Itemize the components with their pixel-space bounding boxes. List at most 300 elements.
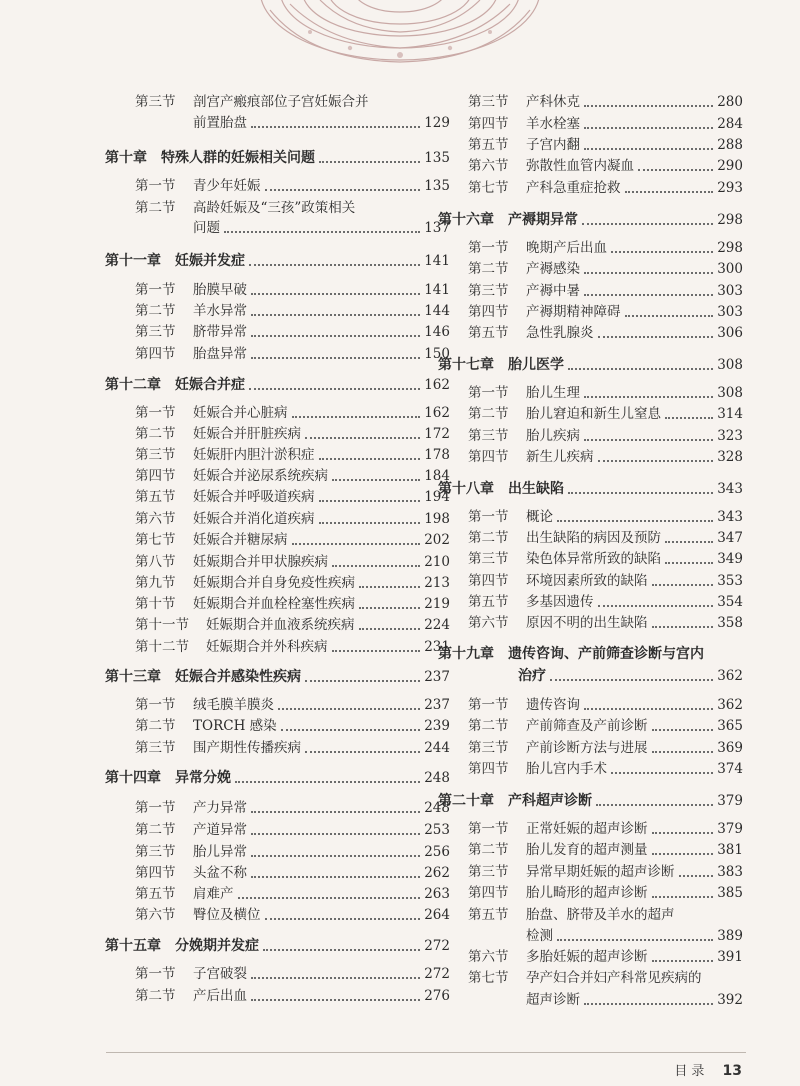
entry-title: 染色体异常所致的缺陷	[526, 551, 661, 567]
section-entry	[438, 156, 743, 176]
page-number: 231	[424, 639, 450, 655]
page-number: 303	[717, 283, 743, 299]
entry-title: 产后出血	[193, 988, 247, 1004]
entry-title: 分娩期并发症	[175, 938, 259, 954]
entry-title: 胎儿宫内手术	[526, 761, 607, 777]
page-number: 343	[717, 481, 743, 497]
page-number: 328	[717, 449, 743, 465]
section-number: 第一节	[135, 800, 176, 816]
entry-title: 妊娠合并泌尿系统疾病	[193, 468, 328, 484]
page-number: 379	[717, 793, 743, 809]
dot-leader	[652, 584, 713, 586]
entry-title: 出生缺陷的病因及预防	[526, 530, 661, 546]
page-number: 298	[717, 240, 743, 256]
section-entry	[105, 322, 450, 342]
dot-leader	[319, 522, 420, 524]
page-number: 381	[717, 842, 743, 858]
dot-leader	[332, 565, 420, 567]
section-entry	[105, 198, 450, 218]
section-number: 第八节	[135, 554, 176, 570]
section-number: 第四节	[468, 116, 509, 132]
section-number: 第二节	[468, 261, 509, 277]
entry-title: 产前筛查及产前诊断	[526, 718, 648, 734]
chapter-entry	[105, 936, 450, 956]
entry-title: 妊娠期合并血栓栓塞性疾病	[193, 596, 355, 612]
page-number: 392	[717, 992, 743, 1008]
entry-title: 产前诊断方法与进展	[526, 740, 648, 756]
section-entry	[105, 716, 450, 736]
chapter-number: 第十八章	[438, 481, 494, 497]
section-entry	[438, 947, 743, 967]
section-number: 第四节	[468, 761, 509, 777]
section-entry	[438, 716, 743, 736]
entry-title: 子宫破裂	[193, 966, 247, 982]
section-number: 第一节	[468, 240, 509, 256]
section-number: 第六节	[135, 907, 176, 923]
dot-leader	[550, 679, 713, 681]
page-number: 362	[717, 697, 743, 713]
entry-title: 治疗	[518, 668, 546, 684]
dot-leader	[251, 293, 420, 295]
entry-title: 羊水异常	[193, 303, 247, 319]
section-entry	[438, 613, 743, 633]
dot-leader	[235, 781, 420, 783]
entry-title: 概论	[526, 509, 553, 525]
entry-title: 胎儿异常	[193, 844, 247, 860]
dot-leader	[249, 388, 420, 390]
dot-leader	[251, 811, 420, 813]
entry-title: 产力异常	[193, 800, 247, 816]
section-entry	[438, 571, 743, 591]
entry-title: 胎儿发育的超声测量	[526, 842, 648, 858]
dot-leader	[652, 751, 713, 753]
chapter-entry	[438, 791, 743, 811]
dot-leader	[584, 105, 713, 107]
entry-title: 弥散性血管内凝血	[526, 158, 634, 174]
entry-title: 异常早期妊娠的超声诊断	[526, 864, 675, 880]
page-number: 262	[424, 865, 450, 881]
chapter-entry	[438, 210, 743, 230]
dot-leader	[359, 628, 420, 630]
chapter-number: 第十一章	[105, 253, 161, 269]
section-number: 第二节	[135, 426, 176, 442]
entry-title: 妊娠合并症	[175, 377, 245, 393]
dot-leader	[251, 999, 420, 1001]
section-entry	[438, 259, 743, 279]
section-entry	[105, 552, 450, 572]
dot-leader	[584, 1003, 713, 1005]
entry-title: 胎儿窘迫和新生儿窒息	[526, 406, 661, 422]
section-number: 第一节	[135, 966, 176, 982]
section-number: 第四节	[135, 865, 176, 881]
section-number: 第一节	[468, 385, 509, 401]
section-entry	[105, 637, 450, 657]
section-entry	[438, 114, 743, 134]
dot-leader	[265, 189, 420, 191]
chapter-entry	[438, 355, 743, 375]
page-number: 13	[722, 1063, 742, 1079]
section-entry	[105, 820, 450, 840]
section-number: 第一节	[135, 282, 176, 298]
entry-title: 妊娠期合并外科疾病	[206, 639, 328, 655]
dot-leader	[557, 939, 713, 941]
dot-leader	[652, 853, 713, 855]
entry-title: TORCH 感染	[193, 718, 277, 734]
section-number: 第六节	[468, 158, 509, 174]
entry-title: 问题	[193, 220, 220, 236]
page-number: 323	[717, 428, 743, 444]
section-entry	[438, 968, 743, 988]
section-entry	[105, 738, 450, 758]
dot-leader	[584, 294, 713, 296]
dot-leader	[584, 439, 713, 441]
chapter-number: 第十六章	[438, 212, 494, 228]
page-number: 237	[424, 697, 450, 713]
section-number: 第三节	[468, 740, 509, 756]
section-number: 第四节	[468, 304, 509, 320]
dot-leader	[625, 191, 713, 193]
section-entry	[105, 798, 450, 818]
entry-title: 剖宫产瘢痕部位子宫妊娠合并	[193, 94, 369, 110]
entry-continuation	[105, 218, 450, 238]
entry-title: 围产期性传播疾病	[193, 740, 301, 756]
section-number: 第五节	[468, 137, 509, 153]
dot-leader	[652, 960, 713, 962]
section-entry	[438, 819, 743, 839]
chapter-entry	[105, 148, 450, 168]
entry-title: 妊娠并发症	[175, 253, 245, 269]
section-number: 第四节	[468, 449, 509, 465]
page-number: 379	[717, 821, 743, 837]
page-number: 369	[717, 740, 743, 756]
section-entry	[438, 695, 743, 715]
section-entry	[105, 403, 450, 423]
dot-leader	[598, 460, 713, 462]
entry-title: 脐带异常	[193, 324, 247, 340]
page-number: 162	[424, 377, 450, 393]
entry-title: 子宫内翻	[526, 137, 580, 153]
section-number: 第三节	[468, 283, 509, 299]
page-number: 144	[424, 303, 450, 319]
section-entry	[105, 445, 450, 465]
page-number: 383	[717, 864, 743, 880]
page-footer	[674, 1060, 742, 1079]
section-number: 第三节	[135, 324, 176, 340]
dot-leader	[305, 437, 420, 439]
section-entry	[105, 964, 450, 984]
dot-leader	[596, 804, 713, 806]
section-entry	[438, 447, 743, 467]
section-number: 第一节	[135, 697, 176, 713]
entry-title: 胎盘、脐带及羊水的超声	[526, 907, 675, 923]
dot-leader	[665, 417, 713, 419]
section-number: 第三节	[135, 94, 176, 110]
page-number: 303	[717, 304, 743, 320]
page-number: 365	[717, 718, 743, 734]
section-number: 第二节	[135, 988, 176, 1004]
page-number: 224	[424, 617, 450, 633]
section-number: 第五节	[468, 594, 509, 610]
section-number: 第二节	[468, 530, 509, 546]
dot-leader	[611, 251, 713, 253]
section-number: 第七节	[468, 180, 509, 196]
section-entry	[438, 302, 743, 322]
section-number: 第三节	[135, 740, 176, 756]
dot-leader	[598, 605, 713, 607]
entry-title: 妊娠合并消化道疾病	[193, 511, 315, 527]
page-number: 194	[424, 489, 450, 505]
entry-title: 产科超声诊断	[508, 793, 592, 809]
entry-title: 羊水栓塞	[526, 116, 580, 132]
dot-leader	[557, 520, 713, 522]
chapter-number: 第十三章	[105, 669, 161, 685]
section-entry	[438, 178, 743, 198]
section-entry	[438, 92, 743, 112]
entry-title: 产道异常	[193, 822, 247, 838]
page-number: 202	[424, 532, 450, 548]
section-entry	[438, 281, 743, 301]
section-entry	[438, 549, 743, 569]
section-entry	[105, 280, 450, 300]
dot-leader	[652, 729, 713, 731]
entry-title: 胎盘异常	[193, 346, 247, 362]
entry-title: 胎儿医学	[508, 357, 564, 373]
section-number: 第二节	[468, 406, 509, 422]
dot-leader	[584, 272, 713, 274]
dot-leader	[292, 543, 420, 545]
page-number: 210	[424, 554, 450, 570]
section-number: 第六节	[468, 615, 509, 631]
decorative-ornament	[250, 0, 550, 64]
page-number: 298	[717, 212, 743, 228]
section-number: 第二节	[468, 842, 509, 858]
page-number: 347	[717, 530, 743, 546]
page-number: 256	[424, 844, 450, 860]
page-number: 276	[424, 988, 450, 1004]
entry-title: 多胎妊娠的超声诊断	[526, 949, 648, 965]
page-number: 253	[424, 822, 450, 838]
section-number: 第一节	[135, 178, 176, 194]
entry-title: 臀位及横位	[193, 907, 261, 923]
page-number: 272	[424, 938, 450, 954]
section-entry	[105, 905, 450, 925]
section-entry	[438, 592, 743, 612]
page-number: 306	[717, 325, 743, 341]
entry-title: 妊娠期合并自身免疫性疾病	[193, 575, 355, 591]
section-entry	[105, 487, 450, 507]
section-number: 第四节	[468, 573, 509, 589]
page-number: 358	[717, 615, 743, 631]
section-entry	[438, 404, 743, 424]
page-number: 349	[717, 551, 743, 567]
dot-leader	[679, 875, 713, 877]
entry-title: 妊娠合并糖尿病	[193, 532, 288, 548]
entry-title: 妊娠合并肝脏疾病	[193, 426, 301, 442]
section-number: 第五节	[468, 907, 509, 923]
section-entry	[105, 615, 450, 635]
section-number: 第五节	[135, 489, 176, 505]
page-number: 137	[424, 220, 450, 236]
dot-leader	[249, 264, 420, 266]
section-entry	[105, 509, 450, 529]
page-number: 198	[424, 511, 450, 527]
entry-title: 产科急重症抢救	[526, 180, 621, 196]
dot-leader	[281, 729, 420, 731]
page-number: 314	[717, 406, 743, 422]
entry-title: 产褥中暑	[526, 283, 580, 299]
page-number: 129	[424, 115, 450, 131]
footer-divider	[106, 1052, 746, 1053]
page-number: 135	[424, 150, 450, 166]
entry-title: 产褥期精神障碍	[526, 304, 621, 320]
chapter-number: 第十二章	[105, 377, 161, 393]
dot-leader	[251, 314, 420, 316]
section-entry	[438, 738, 743, 758]
entry-title: 前置胎盘	[193, 115, 247, 131]
dot-leader	[238, 897, 420, 899]
entry-title: 胎儿疾病	[526, 428, 580, 444]
section-number: 第二节	[135, 200, 176, 216]
section-number: 第二节	[135, 822, 176, 838]
dot-leader	[292, 416, 420, 418]
section-number: 第一节	[135, 405, 176, 421]
dot-leader	[251, 357, 420, 359]
entry-continuation	[105, 113, 450, 133]
chapter-entry	[105, 251, 450, 271]
section-entry	[438, 507, 743, 527]
entry-title: 正常妊娠的超声诊断	[526, 821, 648, 837]
entry-title: 孕产妇合并妇产科常见疾病的	[526, 970, 702, 986]
section-number: 第四节	[468, 885, 509, 901]
dot-leader	[332, 650, 420, 652]
dot-leader	[584, 127, 713, 129]
entry-title: 检测	[526, 928, 553, 944]
entry-continuation	[438, 926, 743, 946]
section-entry	[438, 238, 743, 258]
entry-title: 妊娠合并呼吸道疾病	[193, 489, 315, 505]
section-number: 第二节	[135, 303, 176, 319]
page-number: 263	[424, 886, 450, 902]
section-entry	[438, 840, 743, 860]
dot-leader	[568, 492, 713, 494]
page-number: 362	[717, 668, 743, 684]
section-entry	[438, 135, 743, 155]
dot-leader	[584, 708, 713, 710]
page-number: 184	[424, 468, 450, 484]
chapter-number: 第十九章	[438, 646, 494, 662]
dot-leader	[652, 832, 713, 834]
dot-leader	[582, 223, 713, 225]
entry-title: 遗传咨询、产前筛查诊断与宫内	[508, 646, 704, 662]
entry-title: 胎膜早破	[193, 282, 247, 298]
dot-leader	[319, 500, 420, 502]
page-number: 272	[424, 966, 450, 982]
page-number: 237	[424, 669, 450, 685]
page-number: 239	[424, 718, 450, 734]
section-entry	[105, 842, 450, 862]
footer-label: 目录	[674, 1064, 709, 1079]
chapter-entry	[438, 644, 743, 664]
dot-leader	[638, 169, 713, 171]
dot-leader	[319, 161, 420, 163]
page-number: 308	[717, 385, 743, 401]
section-number: 第四节	[135, 346, 176, 362]
section-number: 第二节	[468, 718, 509, 734]
page-number: 244	[424, 740, 450, 756]
section-number: 第十二节	[135, 639, 189, 655]
page-number: 353	[717, 573, 743, 589]
page-number: 290	[717, 158, 743, 174]
chapter-number: 第十五章	[105, 938, 161, 954]
dot-leader	[359, 607, 420, 609]
entry-title: 遗传咨询	[526, 697, 580, 713]
section-entry	[105, 344, 450, 364]
section-number: 第一节	[468, 697, 509, 713]
chapter-entry	[105, 768, 450, 788]
entry-title: 妊娠期合并甲状腺疾病	[193, 554, 328, 570]
section-entry	[438, 759, 743, 779]
dot-leader	[305, 751, 420, 753]
entry-title: 妊娠合并心脏病	[193, 405, 288, 421]
section-entry	[105, 863, 450, 883]
section-entry	[105, 466, 450, 486]
entry-title: 青少年妊娠	[193, 178, 261, 194]
page-number: 213	[424, 575, 450, 591]
section-number: 第七节	[468, 970, 509, 986]
entry-continuation	[438, 990, 743, 1010]
dot-leader	[332, 479, 420, 481]
entry-title: 原因不明的出生缺陷	[526, 615, 648, 631]
dot-leader	[584, 148, 713, 150]
dot-leader	[251, 126, 420, 128]
section-number: 第六节	[468, 949, 509, 965]
page-number: 374	[717, 761, 743, 777]
dot-leader	[319, 458, 420, 460]
dot-leader	[359, 586, 420, 588]
page-number: 150	[424, 346, 450, 362]
dot-leader	[265, 918, 420, 920]
chapter-entry	[105, 375, 450, 395]
section-entry	[105, 986, 450, 1006]
page-number: 308	[717, 357, 743, 373]
page-number: 264	[424, 907, 450, 923]
entry-continuation	[438, 666, 743, 686]
page-number: 288	[717, 137, 743, 153]
section-entry	[105, 92, 450, 112]
page-number: 162	[424, 405, 450, 421]
page-number: 146	[424, 324, 450, 340]
page-number: 284	[717, 116, 743, 132]
dot-leader	[263, 949, 420, 951]
entry-title: 新生儿疾病	[526, 449, 594, 465]
dot-leader	[251, 855, 420, 857]
dot-leader	[625, 315, 713, 317]
section-number: 第十节	[135, 596, 176, 612]
entry-title: 绒毛膜羊膜炎	[193, 697, 274, 713]
dot-leader	[652, 896, 713, 898]
chapter-number: 第十章	[105, 150, 147, 166]
entry-title: 环境因素所致的缺陷	[526, 573, 648, 589]
page-number: 280	[717, 94, 743, 110]
dot-leader	[665, 541, 713, 543]
section-entry	[438, 528, 743, 548]
section-entry	[105, 884, 450, 904]
section-number: 第五节	[135, 886, 176, 902]
page-number: 354	[717, 594, 743, 610]
dot-leader	[278, 708, 420, 710]
dot-leader	[251, 876, 420, 878]
dot-leader	[251, 977, 420, 979]
